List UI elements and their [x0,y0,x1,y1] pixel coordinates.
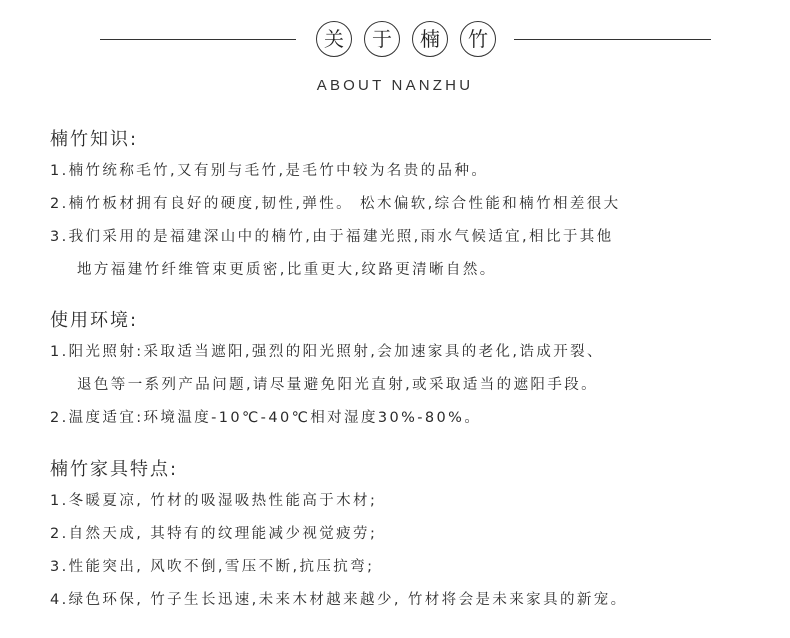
list-item: 2.楠竹板材拥有良好的硬度,韧性,弹性。 松木偏软,综合性能和楠竹相差很大 [50,196,621,212]
list-item: 1.阳光照射:采取适当遮阳,强烈的阳光照射,会加速家具的老化,诰成开裂、 [50,344,604,360]
title-divider-left [100,39,296,40]
list-item-continuation: 退色等一系列产品问题,请尽量避免阳光直射,或采取适当的遮阳手段。 [77,377,599,393]
list-item: 1.冬暖夏凉, 竹材的吸湿吸热性能高于木材; [50,493,378,509]
section-knowledge [50,125,780,287]
title-circles [316,20,496,60]
title-char-4: 竹 [460,21,496,57]
section-heading: 楠竹家具特点: [50,459,179,480]
list-item: 3.性能突出, 风吹不倒,雪压不断,抗压抗弯; [50,559,375,575]
section-features [50,455,780,617]
section-environment [50,306,780,435]
list-item: 3.我们采用的是福建深山中的楠竹,由于福建光照,雨水气候适宜,相比于其他 [50,229,614,245]
section-heading: 使用环境: [50,310,139,331]
list-item: 2.自然天成, 其特有的纹理能减少视觉疲劳; [50,526,378,542]
list-item-continuation: 地方福建竹纤维管束更质密,比重更大,纹路更清晰自然。 [77,262,497,278]
title-char-1: 关 [316,21,352,57]
list-item: 4.绿色环保, 竹子生长迅速,未来木材越来越少, 竹材将会是未来家具的新宠。 [50,592,628,608]
title-char-3: 楠 [412,21,448,57]
section-heading: 楠竹知识: [50,129,139,150]
page-subtitle: ABOUT NANZHU [316,77,474,94]
title-char-2: 于 [364,21,400,57]
list-item: 1.楠竹统称毛竹,又有别与毛竹,是毛竹中较为名贵的品种。 [50,163,489,179]
title-divider-right [514,39,711,40]
title-banner [0,20,790,60]
list-item: 2.温度适宜:环境温度-10℃-40℃相对湿度30%-80%。 [50,410,482,426]
